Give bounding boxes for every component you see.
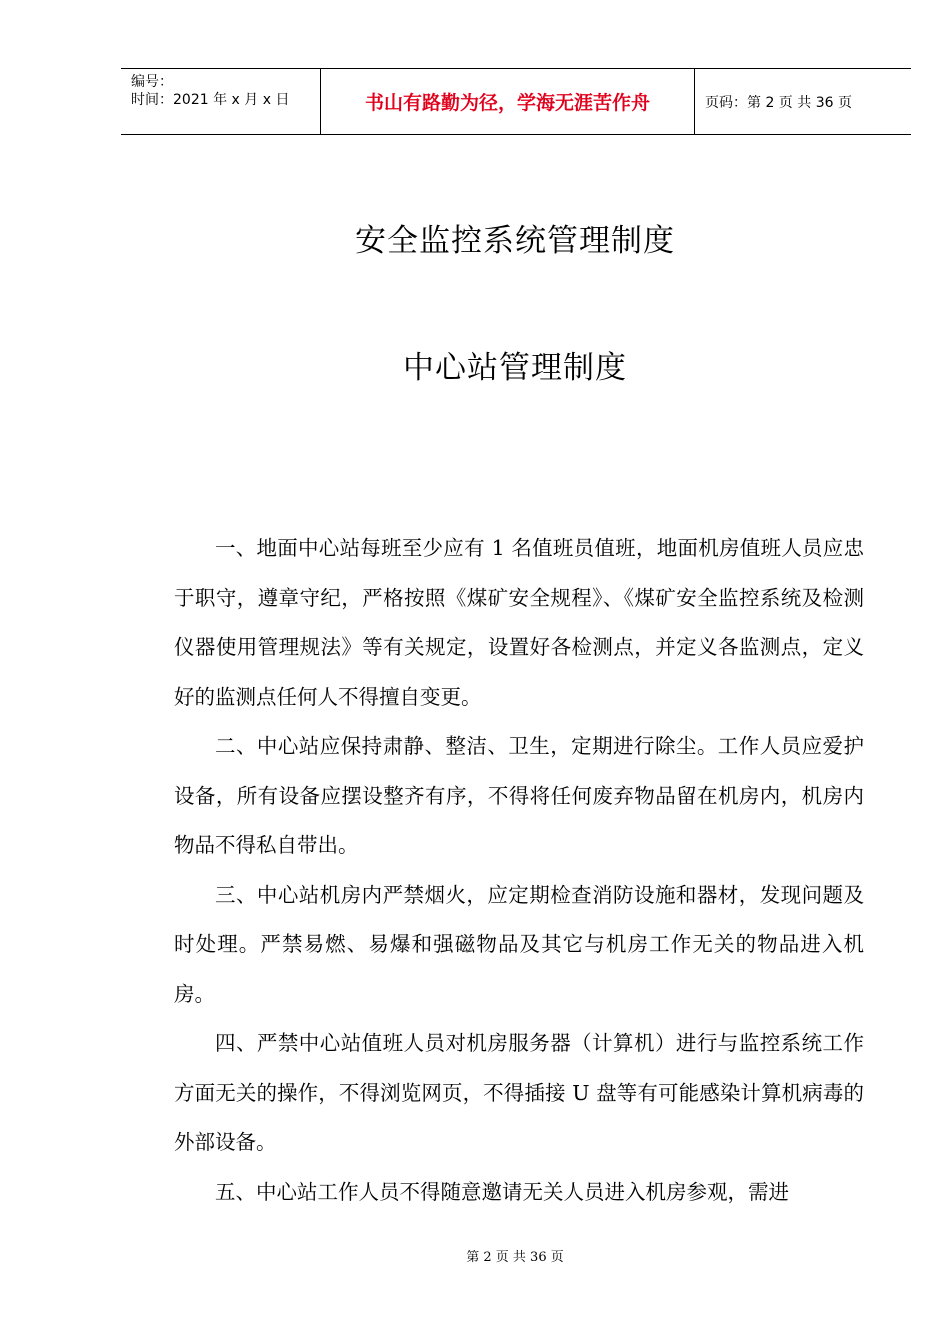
document-subtitle: 中心站管理制度	[403, 350, 627, 386]
document-title: 安全监控系统管理制度	[355, 223, 675, 259]
paragraph-1: 一、地面中心站每班至少应有 1 名值班员值班，地面机房值班人员应忠于职守，遵章守纪，严格按照《煤矿安全规程》、《煤矿安全监控系统及检测仪器使用管理规法》等有关规定，设置好各检测点，并定义各监测点，定义好的监测点任何人不得擅自变更。	[174, 536, 864, 709]
paragraph-5: 五、中心站工作人员不得随意邀请无关人员进入机房参观，需进	[215, 1179, 789, 1204]
page-footer: 第 2 页 共 36 页	[466, 1250, 564, 1265]
header-meta	[121, 69, 321, 134]
paragraph-2: 二、中心站应保持肃静、整洁、卫生，定期进行除尘。工作人员应爱护设备，所有设备应摆设整齐有序，不得将任何废弃物品留在机房内，机房内物品不得私自带出。	[174, 734, 864, 857]
document-body	[174, 524, 864, 1217]
header-page-info: 页码：第 2 页 共 36 页	[705, 94, 852, 111]
paragraph-3: 三、中心站机房内严禁烟火，应定期检查消防设施和器材，发现问题及时处理。严禁易燃、易爆和强磁物品及其它与机房工作无关的物品进入机房。	[174, 882, 864, 1006]
header-motto: 书山有路勤为径，学海无涯苦作舟	[321, 69, 695, 134]
paragraph-4: 四、严禁中心站值班人员对机房服务器（计算机）进行与监控系统工作方面无关的操作，不得浏览网页，不得插接 U 盘等有可能感染计算机病毒的外部设备。	[174, 1031, 864, 1154]
page-header	[121, 68, 911, 135]
serial-label: 编号：	[131, 74, 173, 90]
time-label: 时间：2021 年 x 月 x 日	[131, 92, 290, 108]
